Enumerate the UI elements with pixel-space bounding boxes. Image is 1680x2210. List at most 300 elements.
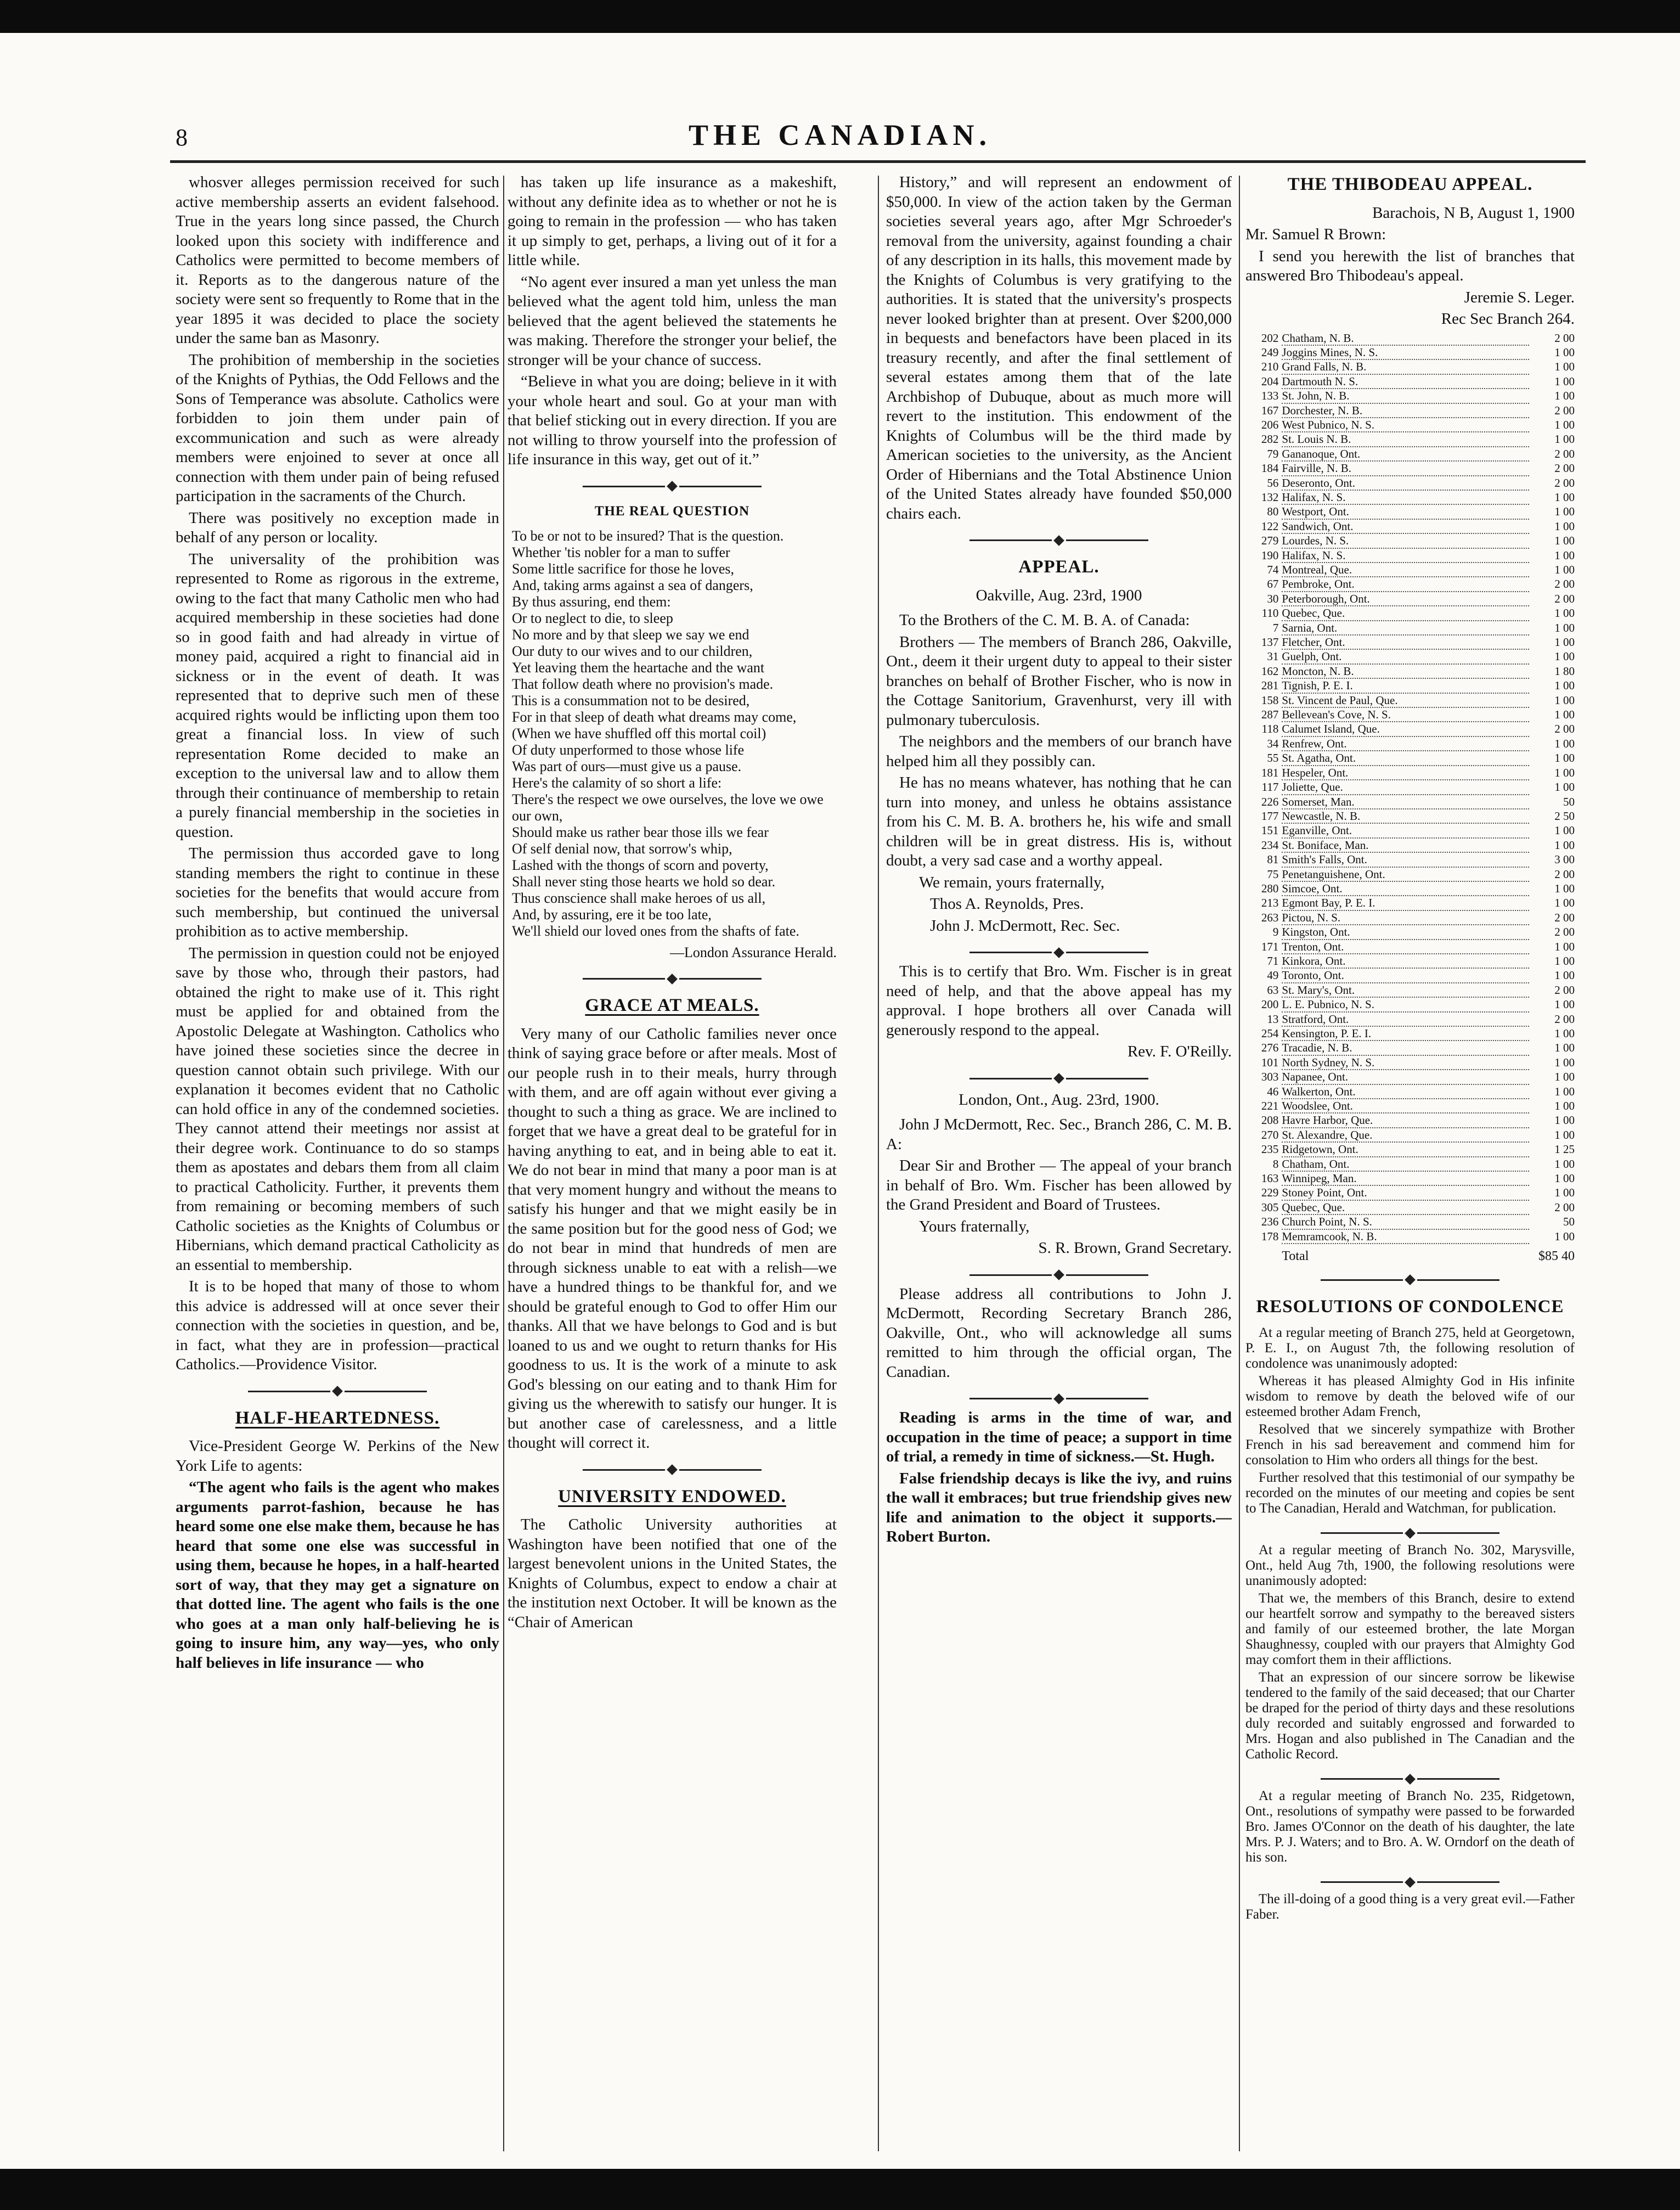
contribution-row: [1245, 1200, 1575, 1214]
contribution-amount: 1 00: [1554, 519, 1575, 533]
contribution-row: [1245, 736, 1575, 751]
contribution-row: [1245, 795, 1575, 809]
contribution-amount: 1 00: [1554, 1070, 1575, 1084]
contribution-amount: 2 00: [1554, 910, 1575, 924]
branch-number: 249: [1261, 345, 1279, 359]
branch-place: Renfrew, Ont.: [1282, 736, 1529, 751]
contribution-amount: 1 00: [1554, 838, 1575, 852]
paragraph: This is to certify that Bro. Wm. Fischer is in great need of help, and that the above appeal has my approval. I hope brothers all over Canada will generously respond to the appeal.: [886, 963, 1232, 1039]
contribution-amount: 1 00: [1554, 708, 1575, 722]
poem-line: Lashed with the thongs of scorn and poverty,: [512, 857, 769, 873]
branch-place: Kingston, Ont.: [1282, 925, 1529, 939]
branch-place: Pictou, N. S.: [1282, 910, 1529, 925]
branch-place: St. Vincent de Paul, Que.: [1282, 693, 1529, 707]
salutation: To the Brothers of the C. M. B. A. of Canada:: [899, 611, 1190, 629]
contribution-amount: 1 00: [1554, 548, 1575, 562]
contribution-row: [1245, 678, 1575, 693]
signature: S. R. Brown, Grand Secretary.: [1038, 1239, 1232, 1257]
branch-place: Dorchester, N. B.: [1282, 403, 1529, 418]
contribution-row: [1245, 1171, 1575, 1185]
paragraph: That we, the members of this Branch, desire to extend our heartfelt sorrow and sympathy to the bereaved sisters and family of our esteemed brother, the late Morgan Shaughnessy, coupled with our prayers that Almighty God may comfort them in their afflictions.: [1245, 1591, 1575, 1667]
paragraph: whosver alleges permission received for such active membership asserts an evident falsehood. True in the years long since passed, the Church looked upon this society with indifference and Catholics were permitted to become members of it. Reports as to the dangerous nature of the society were sent so frequently to Rome that in the year 1895 it was decided to place the society under the same ban as Masonry.: [176, 173, 499, 347]
branch-place: Pembroke, Ont.: [1282, 577, 1529, 591]
branch-place: Church Point, N. S.: [1282, 1214, 1529, 1229]
branch-number: 282: [1261, 432, 1279, 446]
poem-line: Or to neglect to die, to sleep: [512, 610, 673, 626]
branch-number: 31: [1267, 650, 1279, 663]
poem-line: Yet leaving them the heartache and the want: [512, 659, 765, 676]
poem-line: For in that sleep of death what dreams may come,: [512, 708, 797, 725]
branch-place: Hespeler, Ont.: [1282, 766, 1529, 780]
branch-place: St. Alexandre, Que.: [1282, 1128, 1529, 1142]
poem-line: Of duty unperformed to those whose life: [512, 741, 745, 758]
branch-place: St. Boniface, Man.: [1282, 838, 1529, 852]
branch-place: Simcoe, Ont.: [1282, 881, 1529, 896]
dateline: Barachois, N B, August 1, 1900: [1372, 204, 1575, 222]
branch-place: Deseronto, Ont.: [1282, 476, 1529, 490]
branch-place: Sarnia, Ont.: [1282, 621, 1529, 635]
contribution-amount: 1 00: [1554, 1186, 1575, 1200]
branch-number: 7: [1272, 621, 1279, 634]
branch-number: 34: [1267, 736, 1279, 750]
contribution-row: [1245, 881, 1575, 896]
branch-number: 133: [1261, 389, 1279, 403]
contribution-row: [1245, 780, 1575, 794]
branch-place: Penetanguishene, Ont.: [1282, 867, 1529, 881]
branch-place: Calumet Island, Que.: [1282, 722, 1529, 736]
branch-place: Sandwich, Ont.: [1282, 519, 1529, 533]
branch-number: 181: [1261, 766, 1279, 779]
contribution-row: [1245, 1113, 1575, 1127]
paragraph: It is to be hoped that many of those to whom this advice is addressed will at once sever their connection with the societies in question, and be, in fact, what they are in profession—practical Catholics.—Providence Visitor.: [176, 1278, 499, 1373]
contribution-amount: 1 00: [1554, 534, 1575, 548]
branch-number: 280: [1261, 881, 1279, 895]
contribution-row: [1245, 910, 1575, 925]
closing: We remain, yours fraternally,: [919, 873, 1105, 891]
contribution-amount: 1 00: [1554, 1055, 1575, 1069]
branch-number: 151: [1261, 824, 1279, 837]
branch-place: Westport, Ont.: [1282, 504, 1529, 519]
dateline: Oakville, Aug. 23rd, 1900: [976, 586, 1142, 604]
contribution-row: [1245, 766, 1575, 780]
branch-number: 122: [1261, 519, 1279, 533]
contribution-amount: 1 00: [1554, 345, 1575, 359]
branch-number: 162: [1261, 664, 1279, 678]
contribution-row: [1245, 968, 1575, 982]
contribution-amount: 1 00: [1554, 896, 1575, 910]
contribution-amount: 1 00: [1554, 418, 1575, 431]
contribution-amount: 1 00: [1554, 374, 1575, 388]
branch-number: 110: [1261, 606, 1279, 620]
paragraph: Whereas it has pleased Almighty God in His infinite wisdom to remove by death the beloved wife of our esteemed brother Adam French,: [1245, 1374, 1575, 1419]
branch-place: Grand Falls, N. B.: [1282, 359, 1529, 374]
contribution-row: [1245, 345, 1575, 359]
branch-place: Kinkora, Ont.: [1282, 954, 1529, 968]
section-ornament: [508, 972, 837, 984]
contribution-amount: 1 00: [1554, 824, 1575, 837]
branch-place: North Sydney, N. S.: [1282, 1055, 1529, 1070]
poem-line: That follow death where no provision's made.: [512, 676, 774, 692]
section-ornament: [886, 533, 1232, 546]
contribution-row: [1245, 852, 1575, 867]
contribution-row: [1245, 621, 1575, 635]
contribution-row: [1245, 432, 1575, 446]
branch-place: St. Agatha, Ont.: [1282, 751, 1529, 765]
article-heading: HALF-HEARTEDNESS.: [235, 1408, 440, 1428]
poem-line: Some little sacrifice for those he loves,: [512, 560, 735, 577]
contribution-amount: 1 00: [1554, 1114, 1575, 1127]
contribution-row: [1245, 389, 1575, 403]
contribution-row: [1245, 374, 1575, 389]
branch-place: Stoney Point, Ont.: [1282, 1185, 1529, 1200]
column-1: [176, 173, 499, 2160]
poem-line: This is a consummation not to be desired,: [512, 692, 750, 708]
contribution-row: [1245, 1142, 1575, 1156]
contribution-row: [1245, 997, 1575, 1011]
branch-number: 177: [1261, 809, 1279, 823]
section-ornament: [886, 1268, 1232, 1280]
contribution-row: [1245, 1185, 1575, 1200]
branch-place: Bellevean's Cove, N. S.: [1282, 707, 1529, 722]
branch-number: 200: [1261, 998, 1279, 1011]
contribution-row: [1245, 751, 1575, 765]
branch-number: 71: [1267, 954, 1279, 968]
page-number: 8: [176, 124, 188, 151]
branch-number: 270: [1261, 1128, 1279, 1141]
contribution-amount: 1 00: [1554, 954, 1575, 968]
contribution-amount: 2 00: [1554, 476, 1575, 490]
total-row: [1245, 1244, 1575, 1263]
contribution-row: [1245, 592, 1575, 606]
branch-number: 236: [1261, 1215, 1279, 1229]
signature: Rev. F. O'Reilly.: [1127, 1043, 1232, 1060]
paragraph: At a regular meeting of Branch 275, held at Georgetown, P. E. I., on August 7th, the following resolution of condolence was unanimously adopted:: [1245, 1325, 1575, 1371]
branch-number: 226: [1261, 795, 1279, 808]
contribution-amount: 1 00: [1554, 505, 1575, 519]
contribution-amount: 1 00: [1554, 1229, 1575, 1243]
poem: [508, 528, 837, 940]
branch-number: 213: [1261, 896, 1279, 910]
branch-number: 117: [1261, 780, 1279, 794]
contribution-amount: 1 00: [1554, 1099, 1575, 1113]
contribution-amount: 1 00: [1554, 621, 1575, 634]
paragraph: “Believe in what you are doing; believe in it with your whole heart and soul. Go at your man with that belief sticking out in every direction. If you are not willing to throw yourself into the profession of life insurance in this way, get out of it.”: [508, 373, 837, 468]
branch-number: 8: [1272, 1157, 1279, 1171]
contribution-row: [1245, 563, 1575, 577]
addressee: Mr. Samuel R Brown:: [1245, 226, 1386, 243]
contribution-row: [1245, 461, 1575, 475]
branch-place: Newcastle, N. B.: [1282, 809, 1529, 823]
paragraph: At a regular meeting of Branch No. 235, Ridgetown, Ont., resolutions of sympathy were passed to be forwarded Bro. James O'Connor on the death of his daughter, the late Mrs. P. J. Waters; and to Bro. A. W. Orndorf on the death of his son.: [1245, 1789, 1575, 1865]
branch-number: 190: [1261, 548, 1279, 562]
contribution-amount: 2 00: [1554, 447, 1575, 460]
contribution-amount: 1 25: [1554, 1143, 1575, 1156]
contribution-row: [1245, 925, 1575, 939]
paragraph: There was positively no exception made in behalf of any person or locality.: [176, 509, 499, 546]
branch-number: 9: [1272, 925, 1279, 939]
article-heading: GRACE AT MEALS.: [585, 996, 759, 1015]
contribution-row: [1245, 490, 1575, 504]
scan-top-border: [0, 0, 1680, 33]
contribution-row: [1245, 1041, 1575, 1055]
total-label: Total: [1282, 1249, 1309, 1263]
branch-place: Montreal, Que.: [1282, 563, 1529, 577]
total-value: $85 40: [1538, 1249, 1575, 1263]
poem-line: By thus assuring, end them:: [512, 593, 671, 610]
contribution-row: [1245, 1157, 1575, 1171]
branch-number: 202: [1261, 331, 1279, 345]
column-rule: [878, 176, 879, 2151]
contribution-amount: 1 00: [1554, 940, 1575, 953]
contribution-amount: 1 00: [1554, 432, 1575, 446]
branch-place: Tignish, P. E. I.: [1282, 678, 1529, 693]
contribution-amount: 1 00: [1554, 679, 1575, 693]
contribution-amount: 2 00: [1554, 867, 1575, 881]
contribution-row: [1245, 707, 1575, 722]
contribution-amount: 1 80: [1554, 664, 1575, 678]
paragraph: The universality of the prohibition was represented to Rome as rigorous in the extreme, owing to the fact that many Catholic men who had acquired membership in these societies had done so in good faith and had already in virtue of money paid, acquired a right to financial aid in sickness or in the event of death. It was represented that to deprive such men of these acquired rights would be inflicting upon them too great a financial loss. In view of such representation Rome decided to make an exception to the universal law and to allow them through their continuance of membership to retain a purely financial membership in the societies in question.: [176, 550, 499, 841]
branch-number: 210: [1261, 360, 1279, 374]
contribution-amount: 50: [1563, 1215, 1575, 1229]
branch-number: 208: [1261, 1114, 1279, 1127]
contribution-row: [1245, 504, 1575, 519]
contribution-amount: 1 00: [1554, 1128, 1575, 1141]
article-heading: APPEAL.: [1018, 557, 1100, 577]
paragraph: Vice-President George W. Perkins of the New York Life to agents:: [176, 1437, 499, 1475]
contribution-amount: 2 00: [1554, 331, 1575, 345]
quotation: False friendship decays is like the ivy, and ruins the wall it embraces; but true friendship gives new life and animation to the object it supports.—Robert Burton.: [886, 1469, 1232, 1545]
branch-number: 81: [1267, 853, 1279, 867]
branch-place: Halifax, N. S.: [1282, 548, 1529, 563]
section-ornament: [886, 946, 1232, 958]
branch-number: 221: [1261, 1099, 1279, 1113]
contribution-amount: 1 00: [1554, 693, 1575, 707]
paragraph: “No agent ever insured a man yet unless the man believed what the agent told him, unless the man believed that the agent believed the statements he was making. Therefore the stronger your belief, the stronger will be your chance of success.: [508, 273, 837, 369]
contribution-amount: 2 00: [1554, 462, 1575, 475]
contribution-amount: 1 00: [1554, 360, 1575, 374]
masthead-rule: [170, 160, 1586, 163]
contribution-amount: 1 00: [1554, 650, 1575, 663]
paragraph: Resolved that we sincerely sympathize with Brother French in his sad bereavement and commend him for consolation to Him who orders all things for the best.: [1245, 1422, 1575, 1467]
branch-number: 171: [1261, 940, 1279, 953]
branch-place: Somerset, Man.: [1282, 795, 1529, 809]
branch-number: 287: [1261, 708, 1279, 722]
contribution-amount: 2 00: [1554, 722, 1575, 736]
branch-place: Toronto, Ont.: [1282, 968, 1529, 982]
paragraph: The prohibition of membership in the societies of the Knights of Pythias, the Odd Fellows and the Sons of Temperance was absolute. Catholics were forbidden to join them under pain of excommunication and such as were already members were enjoined to sever at once all connection with them under pain of being refused participation in the sacraments of the Church.: [176, 351, 499, 505]
contribution-amount: 1 00: [1554, 780, 1575, 794]
branch-number: 276: [1261, 1041, 1279, 1055]
contribution-amount: 1 00: [1554, 766, 1575, 779]
branch-place: Napanee, Ont.: [1282, 1070, 1529, 1084]
branch-number: 67: [1267, 577, 1279, 591]
section-ornament: [886, 1072, 1232, 1084]
contribution-amount: 2 00: [1554, 592, 1575, 605]
branch-place: Quebec, Que.: [1282, 1200, 1529, 1214]
branch-place: Trenton, Ont.: [1282, 940, 1529, 954]
paragraph: I send you herewith the list of branches that answered Bro Thibodeau's appeal.: [1245, 247, 1575, 284]
paragraph: The Catholic University authorities at Washington have been notified that one of the largest benevolent unions in the United States, the Knights of Columbus, expect to endow a chair at the institution next October. It will be known as the “Chair of American: [508, 1516, 837, 1631]
contribution-amount: 1 00: [1554, 1084, 1575, 1098]
branch-number: 281: [1261, 679, 1279, 693]
section-ornament: [176, 1385, 499, 1397]
branch-number: 137: [1261, 636, 1279, 649]
paragraph: Dear Sir and Brother — The appeal of your branch in behalf of Bro. Wm. Fischer has been allowed by the Grand President and Board of Trustees.: [886, 1157, 1232, 1213]
contribution-amount: 2 00: [1554, 1200, 1575, 1214]
branch-number: 79: [1267, 447, 1279, 460]
contribution-amount: 1 00: [1554, 1157, 1575, 1171]
section-ornament: [508, 480, 837, 492]
branch-number: 305: [1261, 1200, 1279, 1214]
poem-credit: —London Assurance Herald.: [670, 944, 837, 960]
contribution-row: [1245, 693, 1575, 707]
contribution-row: [1245, 1099, 1575, 1113]
poem-line: Whether 'tis nobler for a man to suffer: [512, 544, 730, 560]
branch-number: 303: [1261, 1070, 1279, 1084]
contribution-amount: 2 00: [1554, 403, 1575, 417]
section-ornament: [886, 1392, 1232, 1404]
contribution-row: [1245, 838, 1575, 852]
contribution-row: [1245, 1055, 1575, 1070]
branch-number: 206: [1261, 418, 1279, 431]
contribution-row: [1245, 809, 1575, 823]
section-ornament: [1245, 1875, 1575, 1887]
contribution-amount: 1 00: [1554, 998, 1575, 1011]
branch-number: 263: [1261, 910, 1279, 924]
paragraph: The permission thus accorded gave to long standing members the right to continue in these societies for the benefits that would accure from such membership, but continued the universal prohibition as to active membership.: [176, 845, 499, 940]
contribution-row: [1245, 403, 1575, 418]
branch-number: 30: [1267, 592, 1279, 605]
contribution-row: [1245, 577, 1575, 591]
branch-place: Havre Harbor, Que.: [1282, 1113, 1529, 1127]
contribution-amount: 2 00: [1554, 925, 1575, 939]
quotation: The ill-doing of a good thing is a very great evil.—Father Faber.: [1245, 1892, 1575, 1922]
branch-place: Dartmouth N. S.: [1282, 374, 1529, 389]
branch-place: Joggins Mines, N. S.: [1282, 345, 1529, 359]
poem-line: Shall never sting those hearts we hold so dear.: [512, 873, 776, 890]
branch-number: 55: [1267, 751, 1279, 765]
branch-place: Gananoque, Ont.: [1282, 447, 1529, 461]
branch-number: 163: [1261, 1172, 1279, 1185]
branch-place: West Pubnico, N. S.: [1282, 418, 1529, 432]
contribution-row: [1245, 519, 1575, 533]
branch-place: Kensington, P. E. I.: [1282, 1026, 1529, 1041]
paragraph: Further resolved that this testimonial of our sympathy be recorded on the minutes of our meeting and copies be sent to The Canadian, Herald and Watchman, for publication.: [1245, 1470, 1575, 1516]
contribution-row: [1245, 1084, 1575, 1099]
contribution-amount: 1 00: [1554, 389, 1575, 403]
poem-line: We'll shield our loved ones from the shafts of fate.: [512, 923, 799, 939]
branch-place: Stratford, Ont.: [1282, 1012, 1529, 1026]
branch-number: 74: [1267, 563, 1279, 576]
branch-place: Woodslee, Ont.: [1282, 1099, 1529, 1113]
contribution-row: [1245, 447, 1575, 461]
branch-number: 204: [1261, 374, 1279, 388]
branch-place: St. Mary's, Ont.: [1282, 983, 1529, 997]
paragraph: Please address all contributions to John J. McDermott, Recording Secretary Branch 286, Oakville, Ont., who will acknowledge all sums remitted to him through the official organ, The Canadian.: [886, 1285, 1232, 1381]
contributions-table: [1245, 331, 1575, 1263]
paragraph: The permission in question could not be enjoyed save by those who, through their pastors, had obtained the right to make use of it. This right must be applied for and obtained from the Apostolic Delegate at Washington. Catholics who have joined these societies since the decree in question cannot obtain such privilege. With our explanation it becomes evident that no Catholic can hold office in any of the condemned societies. They cannot attend their meetings nor assist at their degree work. Continuance to do so stamps them as apostates and debars them from all claim to practical Catholicity. Further, it prevents them from remaining or becoming members of such Catholic societies as the Knights of Columbus or Hibernians, which demand practical Catholicity as an essential to membership.: [176, 944, 499, 1274]
contribution-row: [1245, 1070, 1575, 1084]
paragraph: has taken up life insurance as a makeshift, without any definite idea as to whether or not he is going to remain in the profession — who has taken it up simply to get, perhaps, a living out of it for a little while.: [508, 173, 837, 269]
closing: Yours fraternally,: [919, 1217, 1030, 1235]
branch-number: 235: [1261, 1143, 1279, 1156]
poem-line: And, by assuring, ere it be too late,: [512, 906, 712, 923]
signature: John J. McDermott, Rec. Sec.: [930, 916, 1120, 935]
branch-place: Halifax, N. S.: [1282, 490, 1529, 504]
poem-line: And, taking arms against a sea of dangers,: [512, 577, 753, 593]
contribution-amount: 1 00: [1554, 736, 1575, 750]
masthead-title: THE CANADIAN.: [688, 119, 992, 151]
contribution-amount: 1 00: [1554, 1041, 1575, 1055]
contribution-amount: 50: [1563, 795, 1575, 808]
contribution-amount: 1 00: [1554, 606, 1575, 620]
column-3: [886, 173, 1232, 2160]
poem-line: Was part of ours—must give us a pause.: [512, 758, 742, 774]
contribution-row: [1245, 476, 1575, 490]
branch-place: Tracadie, N. B.: [1282, 1041, 1529, 1055]
contribution-amount: 1 00: [1554, 636, 1575, 649]
paragraph: He has no means whatever, has nothing that he can turn into money, and unless he obtains assistance from his C. M. B. A. brothers he, his wife and small children will be in great distress. His is, without doubt, a very sad case and a worthy appeal.: [886, 774, 1232, 869]
branch-place: Winnipeg, Man.: [1282, 1171, 1529, 1185]
branch-number: 63: [1267, 983, 1279, 997]
article-heading: THE THIBODEAU APPEAL.: [1287, 175, 1533, 194]
poem-line: Our duty to our wives and to our children,: [512, 643, 753, 659]
branch-number: 118: [1261, 722, 1279, 736]
poem-line: (When we have shuffled off this mortal coil): [512, 725, 766, 741]
branch-place: St. Louis N. B.: [1282, 432, 1529, 446]
contribution-row: [1245, 867, 1575, 881]
contribution-amount: 3 00: [1554, 853, 1575, 867]
branch-place: St. John, N. B.: [1282, 389, 1529, 403]
contribution-row: [1245, 548, 1575, 563]
contribution-amount: 1 00: [1554, 881, 1575, 895]
contribution-row: [1245, 418, 1575, 432]
branch-number: 234: [1261, 838, 1279, 852]
branch-place: Ridgetown, Ont.: [1282, 1142, 1529, 1156]
section-ornament: [1245, 1772, 1575, 1784]
paragraph: Brothers — The members of Branch 286, Oakville, Ont., deem it their urgent duty to appeal to their sister branches on behalf of Brother Fischer, who is now in the Cottage Sanitorium, Gravenhurst, very ill with pulmonary tuberculosis.: [886, 633, 1232, 729]
branch-place: Egmont Bay, P. E. I.: [1282, 896, 1529, 910]
contribution-amount: 2 50: [1554, 809, 1575, 823]
branch-number: 46: [1267, 1084, 1279, 1098]
salutation: John J McDermott, Rec. Sec., Branch 286, C. M. B. A:: [886, 1116, 1232, 1153]
section-ornament: [1245, 1273, 1575, 1285]
branch-place: Walkerton, Ont.: [1282, 1084, 1529, 1099]
poem-line: No more and by that sleep we say we end: [512, 626, 749, 643]
branch-place: Joliette, Que.: [1282, 780, 1529, 794]
branch-number: 178: [1261, 1229, 1279, 1243]
branch-number: 184: [1261, 462, 1279, 475]
poem-line: To be or not to be insured? That is the question.: [512, 527, 784, 544]
branch-number: 167: [1261, 403, 1279, 417]
paragraph: That an expression of our sincere sorrow be likewise tendered to the family of the said deceased; that our Charter be draped for the period of thirty days and these resolutions duly recorded and suitably engrossed and forwarded to Mrs. Hogan and also published in The Canadian and the Catholic Record.: [1245, 1670, 1575, 1762]
contribution-row: [1245, 664, 1575, 678]
contribution-amount: 2 00: [1554, 577, 1575, 591]
column-rule: [503, 176, 504, 2151]
poem-line: Of self denial now, that sorrow's whip,: [512, 840, 732, 857]
contribution-amount: 1 00: [1554, 563, 1575, 576]
contribution-row: [1245, 606, 1575, 620]
contribution-row: [1245, 331, 1575, 345]
contribution-amount: 1 00: [1554, 1172, 1575, 1185]
paragraph: Very many of our Catholic families never once think of saying grace before or after meals. Most of our people rush in to their meals, hurry through with them, and are off again without ever giving a thought to such a thing as grace. We are inclined to forget that we have a great deal to be grateful for in having anything to eat, and in being able to eat it. We do not bear in mind that many a poor man is at that very moment hungry and without the means to satisfy his hunger and that we might easily be in the same position but for the good ness of God; we do not bear in mind that hundreds of men are through sickness unable to eat with a relish—we have a hundred things to be thankful for, and we should be grateful enough to God to offer Him our thanks. All that we have belongs to God and is but loaned to us and we ought to return thanks for His goodness to us. It is the work of a minute to ask God's blessing on our eating and to thank Him for giving us the wherewith to satisfy our hunger. It is but another case of carelessness, and a little thought will correct it.: [508, 1025, 837, 1452]
branch-number: 279: [1261, 534, 1279, 548]
signature: Thos A. Reynolds, Pres.: [930, 895, 1084, 913]
contribution-row: [1245, 896, 1575, 910]
branch-place: Smith's Falls, Ont.: [1282, 852, 1529, 867]
column-4: [1245, 173, 1575, 2160]
article-heading: UNIVERSITY ENDOWED.: [558, 1486, 786, 1506]
